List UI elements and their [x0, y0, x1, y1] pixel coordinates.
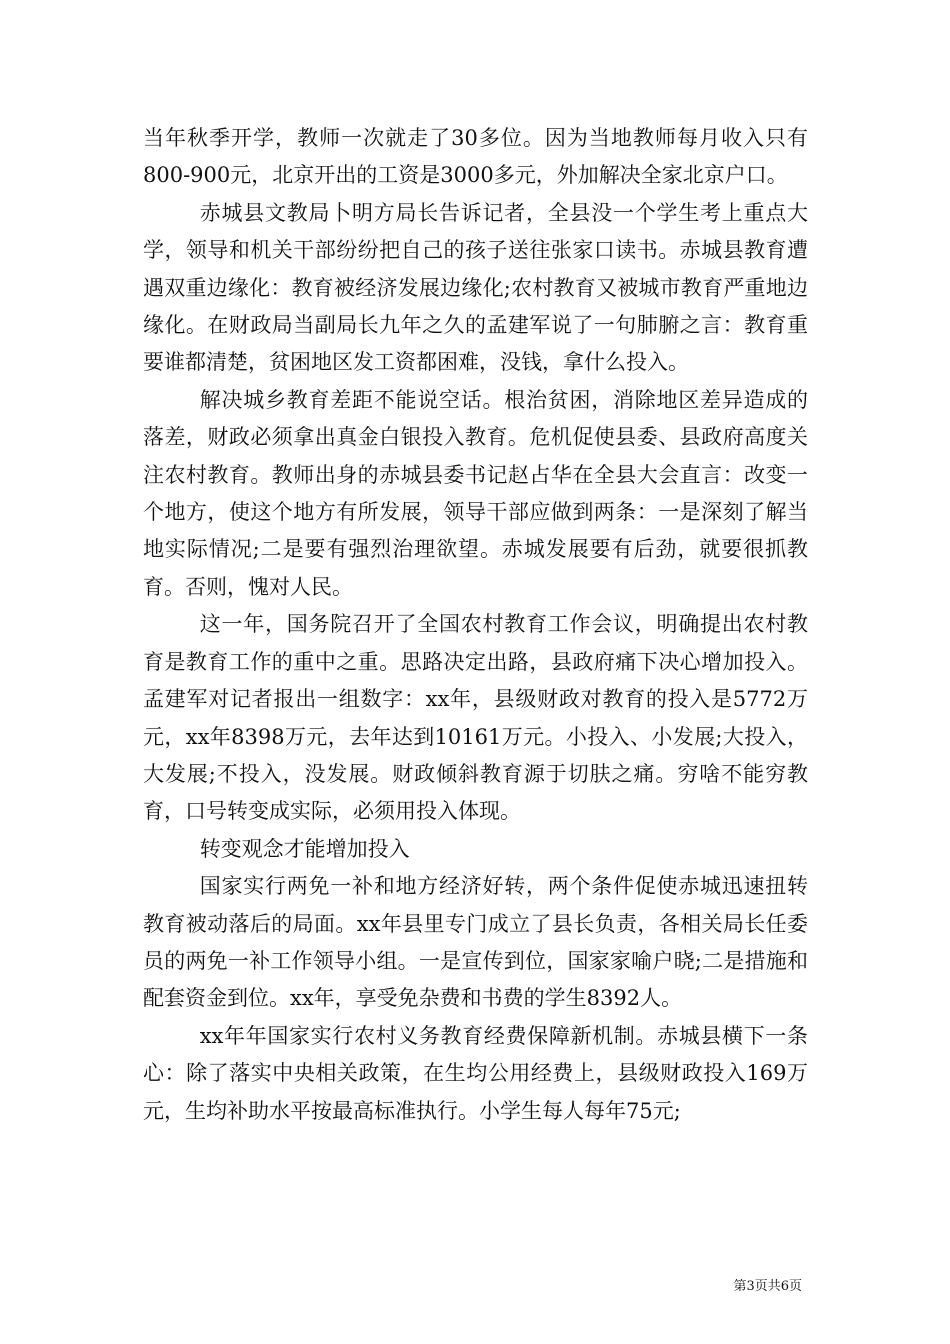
page-number: 第3页共6页 — [733, 1279, 802, 1294]
paragraph-2: 赤城县文教局卜明方局长告诉记者，全县没一个学生考上重点大学，领导和机关干部纷纷把自己的孩子送往张家口读书。赤城县教育遭遇双重边缘化：教育被经济发展边缘化;农村教育又被城市教育严重地边缘化。在财政局当副局长九年之久的孟建军说了一句肺腑之言：教育重要谁都清楚，贫困地区发工资都困难，没钱，拿什么投入。 — [143, 200, 808, 375]
section-heading: 转变观念才能增加投入 — [199, 836, 410, 861]
paragraph-4: 这一年，国务院召开了全国农村教育工作会议，明确提出农村教育是教育工作的重中之重。思路决定出路，县政府痛下决心增加投入。孟建军对记者报出一组数字：xx年，县级财政对教育的投入是5772万元，xx年8398万元，去年达到10161万元。小投入、小发展;大投入，大发展;不投入，没发展。财政倾斜教育源于切肤之痛。穷啥不能穷教育，口号转变成实际，必须用投入体现。 — [143, 612, 808, 824]
body-text — [143, 120, 808, 1130]
paragraph-5: 国家实行两免一补和地方经济好转，两个条件促使赤城迅速扭转教育被动落后的局面。xx年县里专门成立了县长负责，各相关局长任委员的两免一补工作领导小组。一是宣传到位，国家家喻户晓;二是措施和配套资金到位。xx年，享受免杂费和书费的学生8392人。 — [143, 874, 808, 1011]
paragraph-3: 解决城乡教育差距不能说空话。根治贫困，消除地区差异造成的落差，财政必须拿出真金白银投入教育。危机促使县委、县政府高度关注农村教育。教师出身的赤城县委书记赵占华在全县大会直言：改变一个地方，使这个地方有所发展，领导干部应做到两条：一是深刻了解当地实际情况;二是要有强烈治理欲望。赤城发展要有后劲，就要很抓教育。否则，愧对人民。 — [143, 387, 808, 599]
paragraph-6: xx年年国家实行农村义务教育经费保障新机制。赤城县横下一条心：除了落实中央相关政策，在生均公用经费上，县级财政投入169万元，生均补助水平按最高标准执行。小学生每人每年75元; — [143, 1023, 808, 1123]
paragraph-1: 当年秋季开学，教师一次就走了30多位。因为当地教师每月收入只有800-900元，北京开出的工资是3000多元，外加解决全家北京户口。 — [143, 126, 808, 188]
